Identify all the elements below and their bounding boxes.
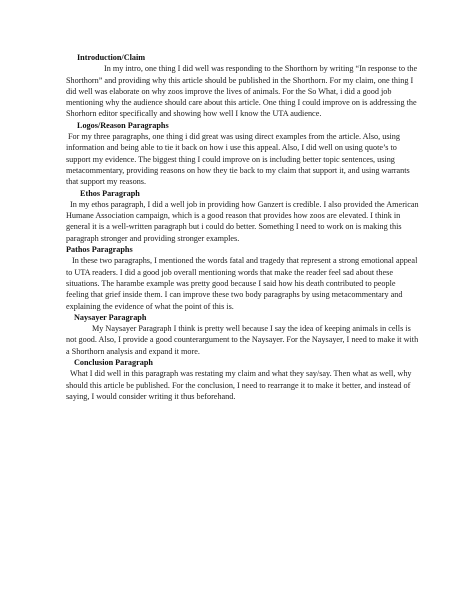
heading-introduction-claim: Introduction/Claim — [77, 53, 146, 62]
paragraph-ethos: In my ethos paragraph, I did a well job in providing how Ganzert is credible. I also provided the American Humane Association campaign, which is a good reason that provides how zoos are elevated. I think in general it is a well-written paragraph but i could do better. Something I need to work on is making this paragraph stronger and providing stronger examples. — [66, 199, 419, 243]
heading-ethos: Ethos Paragraph — [80, 188, 140, 198]
heading-logos-reason: Logos/Reason Paragraphs — [77, 120, 169, 130]
heading-conclusion: Conclusion Paragraph — [74, 358, 153, 368]
paragraph-conclusion: What I did well in this paragraph was restating my claim and what they say/say. Then what as well, why should this article be published. For the conclusion, I need to rearrange it to make it better, and instead of saying, I would consider writing it thus beforehand. — [66, 369, 412, 401]
paragraph-introduction-claim: In my intro, one thing I did well was responding to the Shorthorn by writing “In response to the Shorthorn” and providing why this article should be published in the Shorthorn. For my claim, one thing I did well was elaborate on why zoos improve the lives of animals. For the So What, i did a good job mentioning why the audience should care about this article. One thing I could improve on is addressing the Shorhorn editor specifically and showing how well I know the UTA audience. — [66, 64, 418, 119]
paragraph-logos-reason: For my three paragraphs, one thing i did great was using direct examples from the article. Also, using information and being able to tie it back on how i use this appeal. Also, I did well on using quote’s to support my evidence. The biggest thing I could improve on is including better topic sentences, using metacommentary, providing reasons on how they tie back to my claim that support it, and using warrants that support my reasons. — [66, 132, 410, 187]
heading-pathos: Pathos Paragraphs — [66, 245, 133, 255]
paragraph-naysayer: My Naysayer Paragraph I think is pretty well because I say the idea of keeping animals in cells is not good. Also, I provide a good counterargument to the Naysayer. For the Naysayer, I need to make it with a Shorthorn analysis and expand it more. — [66, 324, 419, 356]
document-page — [66, 52, 420, 402]
paragraph-pathos: In these two paragraphs, I mentioned the words fatal and tragedy that represent a strong emotional appeal to UTA readers. I did a good job overall mentioning words that make the reader feel sad about these situations. The harambe example was pretty good because I said how his death contributed to people feeling that grief inside them. I can improve these two body paragraphs by using metacommentary and explaining the evidence of what the point of this is. — [66, 256, 418, 311]
heading-naysayer: Naysayer Paragraph — [74, 312, 147, 322]
